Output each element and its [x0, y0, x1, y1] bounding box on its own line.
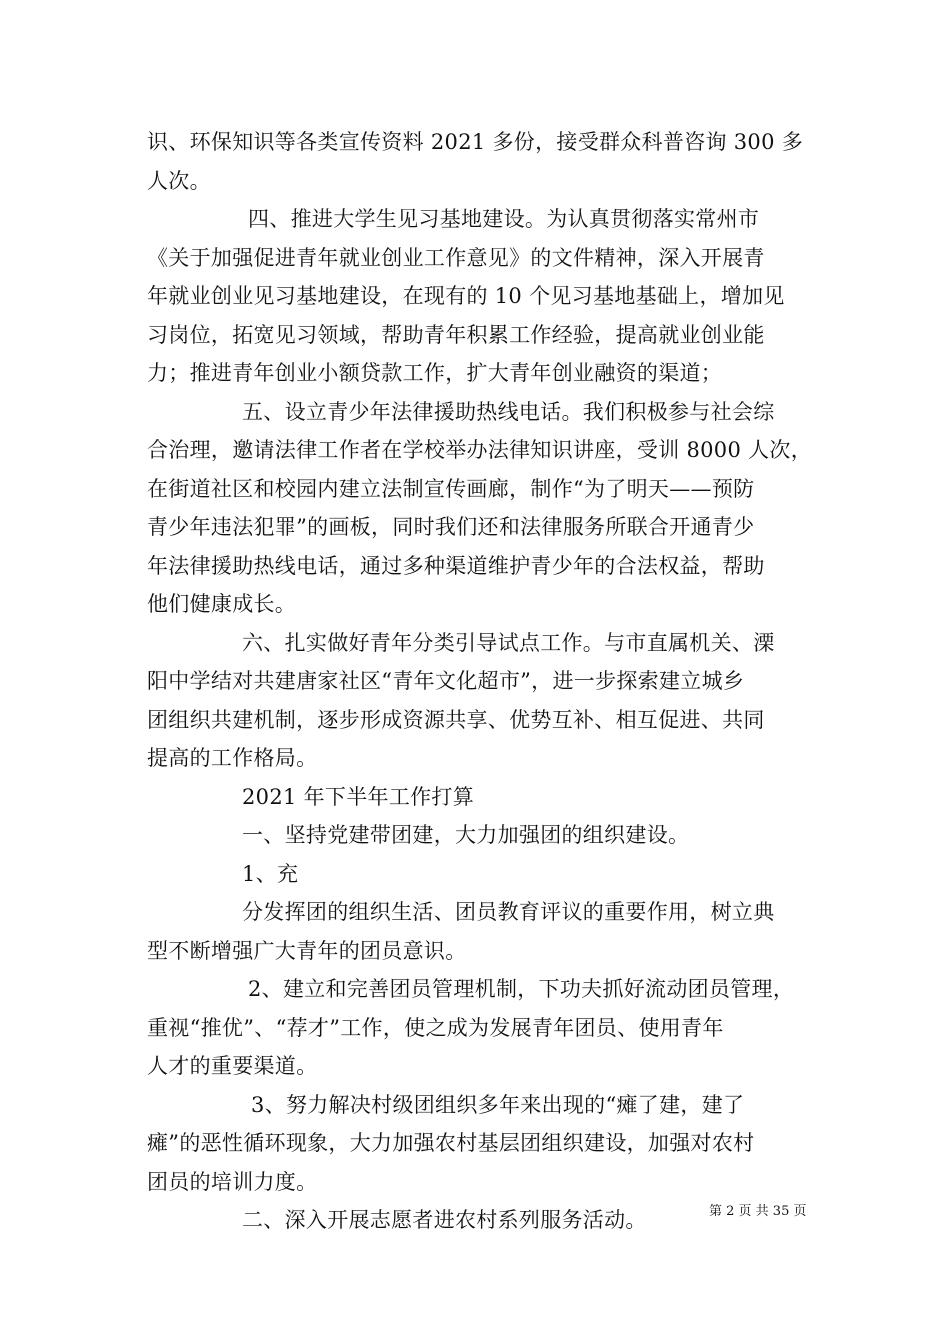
text-line: 人次。 — [147, 168, 211, 193]
text-line: 阳中学结对共建唐家社区“青年文化超市”，进一步探索建立城乡 — [147, 669, 745, 693]
text-line: 型不断增强广大青年的团员意识。 — [147, 938, 467, 963]
text-line: 力；推进青年创业小额贷款工作，扩大青年创业融资的渠道； — [147, 361, 723, 385]
text-line: 习岗位，拓宽见习领域，帮助青年积累工作经验，提高就业创业能 — [147, 322, 765, 347]
text-line: 青少年违法犯罪”的画板，同时我们还和法律服务所联合开通青少 — [147, 515, 755, 539]
text-line: 合治理，邀请法律工作者在学校举办法律知识讲座，受训 8000 人次， — [147, 438, 812, 462]
text-line: 瘫”的恶性循环现象，大力加强农村基层团组织建设，加强对农村 — [147, 1131, 755, 1155]
section-heading-line: 二、深入开展志愿者进农村系列服务活动。 — [242, 1208, 647, 1232]
page-number: 第 2 页 共 35 页 — [709, 1204, 807, 1219]
text-line: 团组织共建机制，逐步形成资源共享、优势互补、相互促进、共同 — [147, 707, 765, 732]
text-line: 重视“推优”、“荐才”工作，使之成为发展青年团员、使用青年 — [147, 1015, 724, 1040]
text-line: 2、建立和完善团员管理机制，下功夫抓好流动团员管理， — [248, 977, 795, 1001]
text-line: 提高的工作格局。 — [147, 746, 318, 770]
text-line: 《关于加强促进青年就业创业工作意见》的文件精神，深入开展青 — [147, 245, 765, 270]
section-heading-line: 六、扎实做好青年分类引导试点工作。与市直属机关、溧 — [242, 630, 775, 655]
text-line: 人才的重要渠道。 — [147, 1054, 318, 1078]
text-line: 年法律援助热线电话，通过多种渠道维护青少年的合法权益，帮助 — [147, 553, 765, 578]
text-line: 1、充 — [242, 861, 299, 886]
text-line: 团员的培训力度。 — [147, 1169, 318, 1194]
text-line: 他们健康成长。 — [147, 592, 297, 616]
plan-title-line: 2021 年下半年工作打算 — [242, 784, 475, 809]
text-line: 识、环保知识等各类宣传资料 2021 多份，接受群众科普咨询 300 多 — [147, 130, 804, 154]
section-heading-line: 一、坚持党建带团建，大力加强团的组织建设。 — [242, 823, 690, 847]
section-heading-line: 四、推进大学生见习基地建设。为认真贯彻落实常州市 — [248, 207, 760, 231]
text-line: 分发挥团的组织生活、团员教育评议的重要作用，树立典 — [242, 900, 775, 924]
section-heading-line: 五、设立青少年法律援助热线电话。我们积极参与社会综 — [242, 399, 775, 424]
text-line: 在街道社区和校园内建立法制宣传画廊，制作“为了明天——预防 — [147, 476, 755, 501]
document-body — [147, 123, 812, 1240]
text-line: 3、努力解决村级团组织多年来出现的“瘫了建，建了 — [251, 1092, 745, 1117]
text-line: 年就业创业见习基地建设，在现有的 10 个见习基地基础上，增加见 — [147, 284, 785, 308]
